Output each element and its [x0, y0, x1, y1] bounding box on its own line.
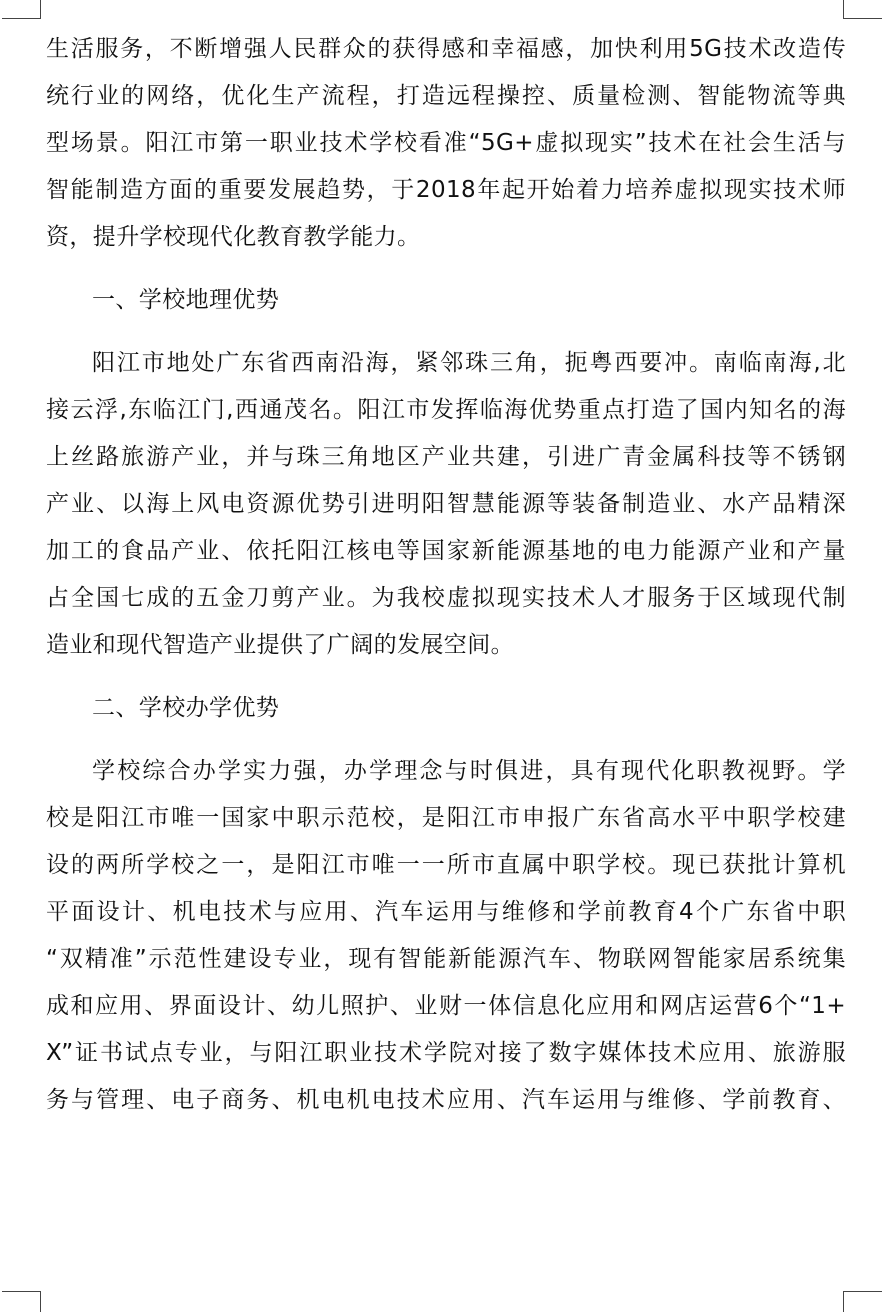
section-heading-geography: 一、学校地理优势	[92, 287, 280, 313]
text-line: 成和应用、界面设计、幼儿照护、业财一体信息化应用和网店运营6个“1+	[46, 993, 846, 1019]
text-line: 阳江市地处广东省西南沿海，紧邻珠三角，扼粤西要冲。南临南海,北	[92, 350, 846, 376]
text-line: 占全国七成的五金刀剪产业。为我校虚拟现实技术人才服务于区域现代制	[46, 585, 846, 611]
text-line: 统行业的网络，优化生产流程，打造远程操控、质量检测、智能物流等典	[46, 83, 846, 109]
crop-mark-top-right	[843, 0, 882, 19]
document-body	[46, 26, 846, 1124]
crop-mark-bottom-left	[2, 1291, 41, 1312]
paragraph-school-advantages	[46, 748, 846, 1124]
crop-mark-bottom-right	[843, 1291, 882, 1312]
section-heading-school-advantages: 二、学校办学优势	[92, 695, 280, 721]
text-line: 设的两所学校之一，是阳江市唯一一所市直属中职学校。现已获批计算机	[46, 852, 846, 878]
text-line: 平面设计、机电技术与应用、汽车运用与维修和学前教育4个广东省中职	[46, 899, 846, 925]
text-line: 造业和现代智造产业提供了广阔的发展空间。	[46, 632, 514, 658]
text-line: 上丝路旅游产业，并与珠三角地区产业共建，引进广青金属科技等不锈钢	[46, 444, 846, 470]
paragraph-geography	[46, 340, 846, 669]
text-line: 智能制造方面的重要发展趋势，于2018年起开始着力培养虚拟现实技术师	[46, 177, 846, 203]
text-line: 务与管理、电子商务、机电机电技术应用、汽车运用与维修、学前教育、	[46, 1087, 846, 1113]
crop-mark-top-left	[2, 0, 41, 19]
text-line: “双精准”示范性建设专业，现有智能新能源汽车、物联网智能家居系统集	[46, 946, 846, 972]
text-line: X”证书试点专业，与阳江职业技术学院对接了数字媒体技术应用、旅游服	[46, 1040, 846, 1066]
text-line: 加工的食品产业、依托阳江核电等国家新能源基地的电力能源产业和产量	[46, 538, 846, 564]
paragraph-5g-context	[46, 26, 846, 261]
text-line: 接云浮,东临江门,西通茂名。阳江市发挥临海优势重点打造了国内知名的海	[46, 397, 846, 423]
text-line: 学校综合办学实力强，办学理念与时俱进，具有现代化职教视野。学	[92, 758, 846, 784]
text-line: 校是阳江市唯一国家中职示范校，是阳江市申报广东省高水平中职学校建	[46, 805, 846, 831]
text-line: 资，提升学校现代化教育教学能力。	[46, 224, 421, 250]
text-line: 产业、以海上风电资源优势引进明阳智慧能源等装备制造业、水产品精深	[46, 491, 846, 517]
text-line: 生活服务，不断增强人民群众的获得感和幸福感，加快利用5G技术改造传	[46, 36, 846, 62]
text-line: 型场景。阳江市第一职业技术学校看准“5G+虚拟现实”技术在社会生活与	[46, 130, 846, 156]
